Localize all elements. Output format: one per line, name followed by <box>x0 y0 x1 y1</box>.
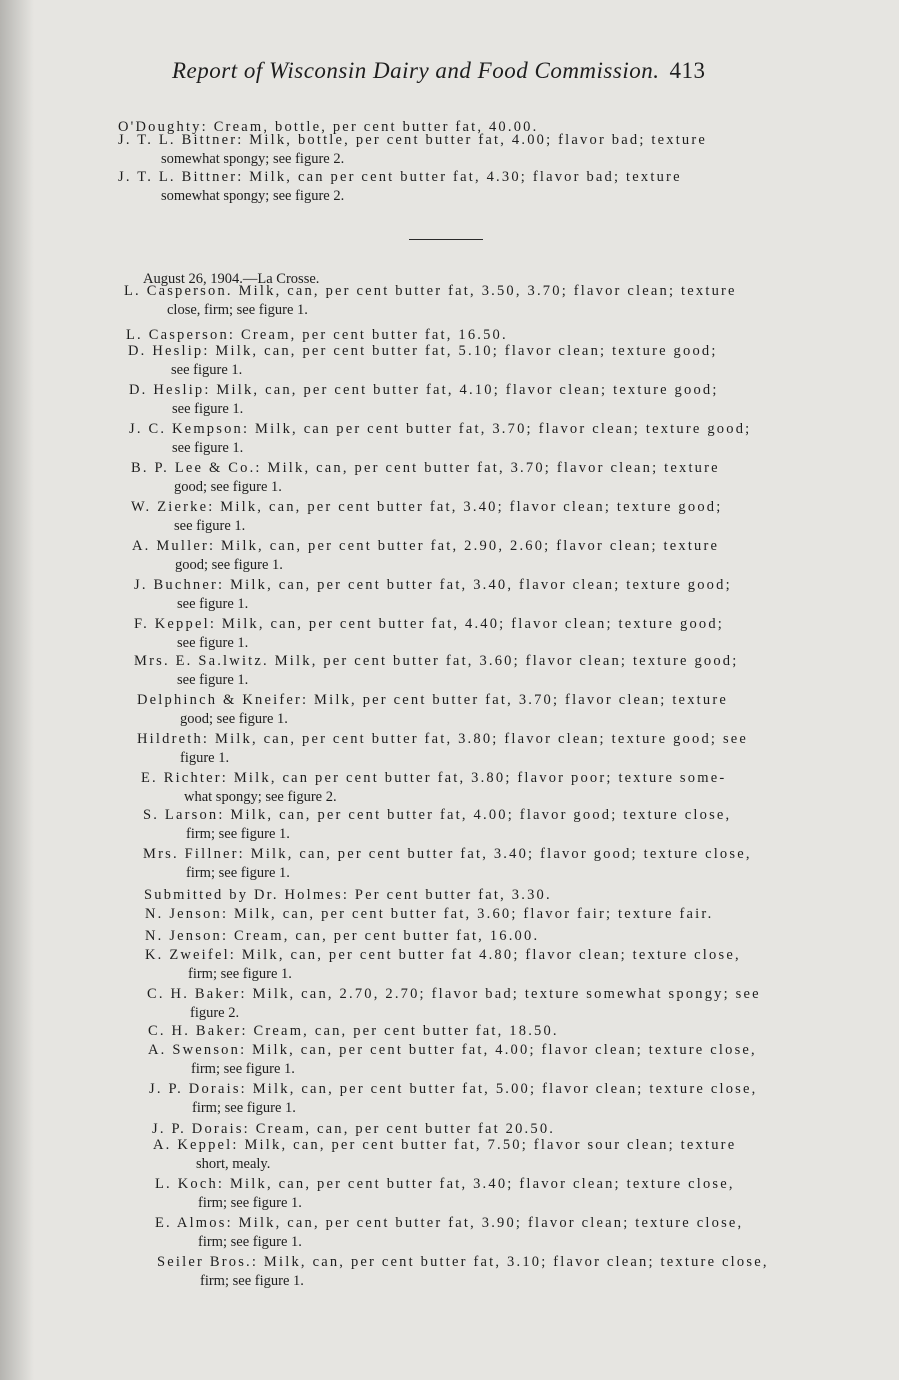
report-entry <box>147 985 761 1022</box>
entry-line-2: firm; see figure 1. <box>198 1194 302 1211</box>
report-entry <box>145 946 741 983</box>
report-entry <box>141 769 726 806</box>
entry-line-2: see figure 1. <box>172 439 244 456</box>
entry-line-1: J. P. Dorais: Milk, can, per cent butter fat, 5.00; flavor clean; texture close, <box>149 1081 758 1097</box>
report-entry <box>144 886 552 905</box>
entry-line-1: E. Richter: Milk, can per cent butter fat, 3.80; flavor poor; texture some- <box>141 770 727 786</box>
report-entry <box>132 537 719 574</box>
report-entry <box>143 806 731 843</box>
report-entry <box>124 282 737 319</box>
entry-line-2: see figure 1. <box>172 400 244 417</box>
entry-line-2: firm; see figure 1. <box>192 1099 296 1116</box>
report-entry <box>148 1022 559 1041</box>
report-entry <box>155 1175 735 1212</box>
entry-line-1: J. T. L. Bittner: Milk, can per cent butter fat, 4.30; flavor bad; texture <box>118 169 682 185</box>
entry-line-1: N. Jenson: Cream, can, per cent butter fat, 16.00. <box>145 928 540 944</box>
entry-line-1: O'Doughty: Cream, bottle, per cent butter fat, 40.00. <box>118 119 539 135</box>
entry-line-1: D. Heslip: Milk, can, per cent butter fat, 4.10; flavor clean; texture good; <box>129 382 719 398</box>
entry-line-2: see figure 1. <box>177 634 249 651</box>
entry-line-2: figure 2. <box>190 1004 240 1021</box>
entry-line-1: B. P. Lee & Co.: Milk, can, per cent butter fat, 3.70; flavor clean; texture <box>131 460 720 476</box>
report-entry <box>145 905 713 924</box>
report-entry <box>131 498 722 535</box>
entry-line-1: E. Almos: Milk, can, per cent butter fat, 3.90; flavor clean; texture close, <box>155 1215 744 1231</box>
entry-line-1: Hildreth: Milk, can, per cent butter fat, 3.80; flavor clean; texture good; see <box>137 731 749 747</box>
entry-line-1: Submitted by Dr. Holmes: Per cent butter fat, 3.30. <box>144 887 552 903</box>
entry-line-2: somewhat spongy; see figure 2. <box>161 150 345 167</box>
entry-line-1: D. Heslip: Milk, can, per cent butter fat, 5.10; flavor clean; texture good; <box>128 343 718 359</box>
entry-line-2: firm; see figure 1. <box>186 825 290 842</box>
entry-line-1: Mrs. Fillner: Milk, can, per cent butter fat, 3.40; flavor good; texture close, <box>143 846 752 862</box>
report-entry <box>134 652 738 689</box>
entry-line-1: A. Muller: Milk, can, per cent butter fat, 2.90, 2.60; flavor clean; texture <box>132 538 720 554</box>
page-number: 413 <box>669 58 706 83</box>
report-entry <box>143 845 752 882</box>
entry-line-1: J. C. Kempson: Milk, can per cent butter fat, 3.70; flavor clean; texture good; <box>129 421 752 437</box>
entry-line-2: figure 1. <box>180 749 230 766</box>
entry-line-1: C. H. Baker: Cream, can, per cent butter fat, 18.50. <box>148 1023 559 1039</box>
entry-line-1: J. P. Dorais: Cream, can, per cent butter fat 20.50. <box>152 1121 556 1137</box>
entry-line-1: Seiler Bros.: Milk, can, per cent butter fat, 3.10; flavor clean; texture close, <box>157 1254 769 1270</box>
entry-line-2: good; see figure 1. <box>180 710 288 727</box>
report-entry <box>129 381 719 418</box>
entry-line-2: somewhat spongy; see figure 2. <box>161 187 345 204</box>
entry-line-1: N. Jenson: Milk, can, per cent butter fat, 3.60; flavor fair; texture fair. <box>145 906 714 922</box>
entry-line-2: see figure 1. <box>177 671 249 688</box>
report-entry <box>157 1253 769 1290</box>
entry-line-2: what spongy; see figure 2. <box>184 788 337 805</box>
entry-line-1: W. Zierke: Milk, can, per cent butter fat, 3.40; flavor clean; texture good; <box>131 499 723 515</box>
report-entry <box>134 615 724 652</box>
entry-line-2: see figure 1. <box>177 595 249 612</box>
entry-line-2: firm; see figure 1. <box>191 1060 295 1077</box>
entry-line-2: good; see figure 1. <box>174 478 282 495</box>
entry-line-1: A. Swenson: Milk, can, per cent butter fat, 4.00; flavor clean; texture close, <box>148 1042 757 1058</box>
header-title: Report of Wisconsin Dairy and Food Commission. <box>172 58 660 83</box>
entry-line-2: firm; see figure 1. <box>186 864 290 881</box>
report-entry <box>128 342 718 379</box>
entry-line-1: F. Keppel: Milk, can, per cent butter fat, 4.40; flavor clean; texture good; <box>134 616 725 632</box>
report-entry <box>155 1214 743 1251</box>
entry-line-1: L. Casperson. Milk, can, per cent butter fat, 3.50, 3.70; flavor clean; texture <box>124 283 737 299</box>
entry-line-2: firm; see figure 1. <box>188 965 292 982</box>
report-entry <box>137 691 728 728</box>
entry-line-1: S. Larson: Milk, can, per cent butter fat, 4.00; flavor good; texture close, <box>143 807 732 823</box>
report-entry <box>134 576 732 613</box>
report-entry <box>149 1080 757 1117</box>
entry-line-1: Delphinch & Kneifer: Milk, per cent butter fat, 3.70; flavor clean; texture <box>137 692 728 708</box>
entry-line-1: K. Zweifel: Milk, can, per cent butter fat 4.80; flavor clean; texture close, <box>145 947 741 963</box>
entry-line-2: firm; see figure 1. <box>198 1233 302 1250</box>
entry-line-2: short, mealy. <box>196 1155 271 1172</box>
entry-line-1: C. H. Baker: Milk, can, 2.70, 2.70; flavor bad; texture somewhat spongy; see <box>147 986 761 1002</box>
entry-line-2: see figure 1. <box>171 361 243 378</box>
date-location-line: August 26, 1904.—La Crosse. <box>143 271 320 287</box>
report-entry <box>137 730 748 767</box>
report-entry <box>129 420 751 457</box>
entry-line-1: L. Koch: Milk, can, per cent butter fat, 3.40; flavor clean; texture close, <box>155 1176 735 1192</box>
report-entry <box>131 459 720 496</box>
report-entry <box>153 1136 736 1173</box>
entry-line-1: J. Buchner: Milk, can, per cent butter fat, 3.40, flavor clean; texture good; <box>134 577 732 593</box>
entry-line-2: firm; see figure 1. <box>200 1272 304 1289</box>
entry-line-1: Mrs. E. Sa.lwitz. Milk, per cent butter fat, 3.60; flavor clean; texture good; <box>134 653 739 669</box>
entry-line-2: see figure 1. <box>174 517 246 534</box>
entry-line-1: L. Casperson: Cream, per cent butter fat, 16.50. <box>126 327 508 343</box>
entry-line-2: good; see figure 1. <box>175 556 283 573</box>
report-entry <box>145 927 539 946</box>
entry-line-1: J. T. L. Bittner: Milk, bottle, per cent butter fat, 4.00; flavor bad; texture <box>118 132 708 148</box>
report-entry <box>148 1041 757 1078</box>
entry-line-2: close, firm; see figure 1. <box>167 301 308 318</box>
entry-line-1: A. Keppel: Milk, can, per cent butter fat, 7.50; flavor sour clean; texture <box>153 1137 737 1153</box>
